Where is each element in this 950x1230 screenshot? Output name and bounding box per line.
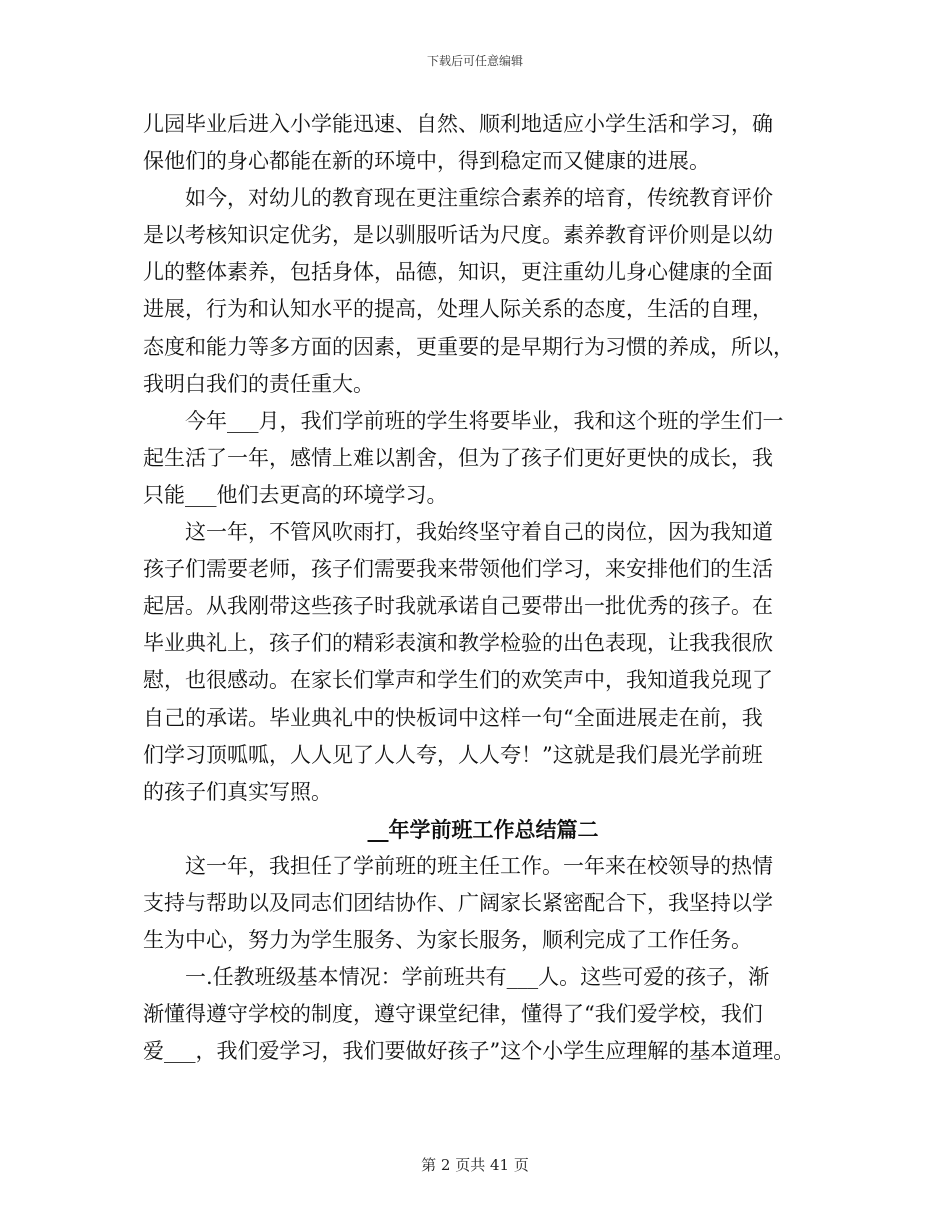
paragraph-line: 支持与帮助以及同志们团结协作、广阔家长紧密配合下，我坚持以学 (143, 890, 773, 915)
paragraph-line: 一.任教班级基本情况：学前班共有___人。这些可爱的孩子，渐 (185, 965, 770, 990)
paragraph-line: 儿园毕业后进入小学能迅速、自然、顺利地适应小学生活和学习，确 (143, 112, 773, 136)
paragraph-line: 我明白我们的责任重大。 (143, 371, 374, 396)
paragraph-line: 这一年，不管风吹雨打，我始终坚守着自己的岗位，因为我知道 (185, 520, 773, 545)
paragraph-line: 保他们的身心都能在新的环境中，得到稳定而又健康的进展。 (143, 149, 710, 174)
paragraph-line: 们学习顶呱呱，人人见了人人夸，人人夸！”这就是我们晨光学前班 (143, 742, 763, 767)
document-body (143, 106, 823, 1070)
page-footer: 第 2 页共 41 页 (421, 1156, 529, 1174)
paragraph-line: 进展，行为和认知水平的提高，处理人际关系的态度，生活的自理， (143, 297, 773, 322)
page-header: 下载后可任意编辑 (426, 54, 523, 68)
paragraph-line: 今年___月，我们学前班的学生将要毕业，我和这个班的学生们一 (185, 408, 784, 433)
paragraph-line: 起居。从我刚带这些孩子时我就承诺自己要带出一批优秀的孩子。在 (143, 594, 773, 619)
paragraph-line: 渐懂得遵守学校的制度，遵守课堂纪律，懂得了“我们爱学校，我们 (143, 1002, 763, 1027)
paragraph-line: 态度和能力等多方面的因素，更重要的是早期行为习惯的养成，所以， (143, 334, 794, 359)
paragraph-line: 起生活了一年，感情上难以割舍，但为了孩子们更好更快的成长，我 (143, 445, 773, 470)
paragraph-line: 的孩子们真实写照。 (143, 779, 332, 804)
paragraph-line: 毕业典礼上，孩子们的精彩表演和教学检验的出色表现，让我我很欣 (143, 631, 773, 656)
section-title: __年学前班工作总结篇二 (367, 816, 599, 842)
paragraph-line: 生为中心，努力为学生服务、为家长服务，顺利完成了工作任务。 (143, 928, 752, 953)
paragraph-line: 只能___他们去更高的环境学习。 (143, 482, 448, 507)
paragraph-line: 如今，对幼儿的教育现在更注重综合素养的培育，传统教育评价 (185, 186, 773, 211)
paragraph-line: 自己的承诺。毕业典礼中的快板词中这样一句“全面进展走在前，我 (143, 705, 763, 730)
paragraph-line: 是以考核知识定优劣，是以驯服听话为尺度。素养教育评价则是以幼 (143, 223, 773, 248)
paragraph-line: 这一年，我担任了学前班的班主任工作。一年来在校领导的热情 (185, 853, 773, 878)
paragraph-line: 慰，也很感动。在家长们掌声和学生们的欢笑声中，我知道我兑现了 (143, 668, 773, 693)
paragraph-line: 孩子们需要老师，孩子们需要我来带领他们学习，来安排他们的生活 (143, 557, 773, 582)
paragraph-line: 儿的整体素养，包括身体，品德，知识，更注重幼儿身心健康的全面 (143, 260, 773, 285)
paragraph-line: 爱___，我们爱学习，我们要做好孩子”这个小学生应理解的基本道理。 (143, 1039, 795, 1064)
